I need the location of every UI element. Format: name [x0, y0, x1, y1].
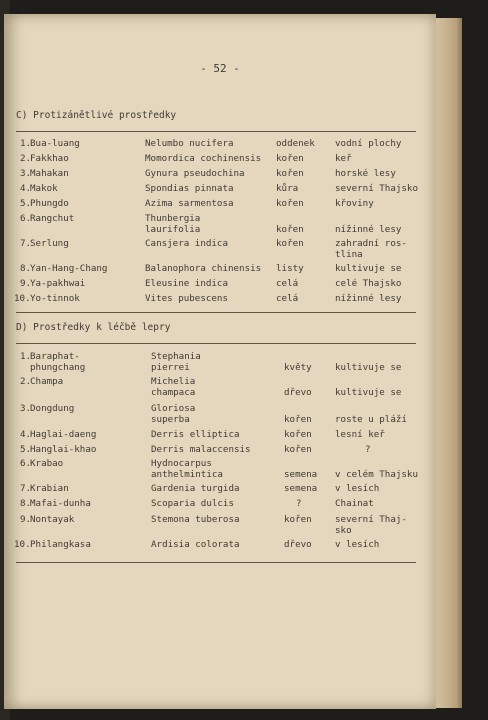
habitat: kultivuje se — [335, 263, 402, 274]
latin-name: Balanophora chinensis — [145, 263, 262, 274]
thai-name: Nontayak — [30, 514, 75, 525]
plant-part: semena — [284, 483, 318, 494]
table-rule — [16, 312, 416, 313]
section-heading: D) Prostředky k léčbě lepry — [16, 322, 171, 333]
thai-name: Ya-pakhwai — [30, 278, 86, 289]
habitat: nížinné lesy — [335, 293, 402, 304]
plant-part: kořen — [284, 414, 312, 425]
row-number: 7. — [20, 238, 32, 249]
book-page — [4, 14, 436, 709]
thai-name: Makok — [30, 183, 58, 194]
habitat: ? — [365, 444, 371, 455]
latin-name: Gynura pseudochina — [145, 168, 245, 179]
habitat: celé Thajsko — [335, 278, 402, 289]
row-number: 10. — [14, 539, 31, 550]
row-number: 6. — [20, 458, 32, 469]
latin-name: Gloriosa superba — [151, 403, 196, 425]
row-number: 1. — [20, 138, 32, 149]
habitat: severní Thaj- sko — [335, 514, 407, 536]
habitat: lesní keř — [335, 429, 385, 440]
latin-name: Stephania pierrei — [151, 351, 201, 373]
thai-name: Mafai-dunha — [30, 498, 91, 509]
latin-name: Derris elliptica — [151, 429, 240, 440]
plant-part: kořen — [276, 153, 304, 164]
row-number: 2. — [20, 376, 32, 387]
latin-name: Stemona tuberosa — [151, 514, 240, 525]
thai-name: Hanglai-khao — [30, 444, 97, 455]
row-number: 2. — [20, 153, 32, 164]
plant-part: kořen — [276, 224, 304, 235]
thai-name: Haglai-daeng — [30, 429, 97, 440]
row-number: 6. — [20, 213, 32, 224]
row-number: 9. — [20, 514, 32, 525]
page-number: - 52 - — [200, 62, 240, 75]
latin-name: Derris malaccensis — [151, 444, 251, 455]
habitat: kultivuje se — [335, 387, 402, 398]
thai-name: Dongdung — [30, 403, 75, 414]
plant-part: kořen — [276, 198, 304, 209]
thai-name: Fakkhao — [30, 153, 69, 164]
plant-part: celá — [276, 293, 299, 304]
latin-name: Michelia champaca — [151, 376, 196, 398]
row-number: 4. — [20, 429, 32, 440]
thai-name: Rangchut — [30, 213, 75, 224]
thai-name: Serlung — [30, 238, 69, 249]
thai-name: Champa — [30, 376, 64, 387]
habitat: roste u pláží — [335, 414, 407, 425]
row-number: 9. — [20, 278, 32, 289]
habitat: zahradní ros- tlina — [335, 238, 407, 260]
latin-name: Momordica cochinensis — [145, 153, 262, 164]
page-stack-edge — [432, 18, 462, 708]
thai-name: Mahakan — [30, 168, 69, 179]
plant-part: oddenek — [276, 138, 315, 149]
habitat: keř — [335, 153, 352, 164]
row-number: 8. — [20, 498, 32, 509]
row-number: 4. — [20, 183, 32, 194]
latin-name: Cansjera indica — [145, 238, 228, 249]
section-heading: C) Protizánětlivé prostředky — [16, 110, 177, 121]
latin-name: Eleusine indica — [145, 278, 228, 289]
row-number: 3. — [20, 168, 32, 179]
table-rule — [16, 343, 416, 344]
thai-name: Phungdo — [30, 198, 69, 209]
row-number: 5. — [20, 198, 32, 209]
habitat: v celém Thajsku — [335, 469, 418, 480]
habitat: nížinné lesy — [335, 224, 402, 235]
thai-name: Philangkasa — [30, 539, 91, 550]
row-number: 8. — [20, 263, 32, 274]
plant-part: celá — [276, 278, 299, 289]
latin-name: Hydnocarpus anthelmintica — [151, 458, 223, 480]
latin-name: Thunbergia laurifolia — [145, 213, 201, 235]
plant-part: ? — [296, 498, 302, 509]
plant-part: dřevo — [284, 539, 312, 550]
habitat: křoviny — [335, 198, 374, 209]
plant-part: květy — [284, 362, 312, 373]
row-number: 3. — [20, 403, 32, 414]
latin-name: Vites pubescens — [145, 293, 228, 304]
plant-part: kořen — [284, 429, 312, 440]
thai-name: Yo-tinnok — [30, 293, 80, 304]
row-number: 10. — [14, 293, 31, 304]
plant-part: kořen — [276, 238, 304, 249]
latin-name: Scoparia dulcis — [151, 498, 234, 509]
thai-name: Krabian — [30, 483, 69, 494]
plant-part: kořen — [276, 168, 304, 179]
habitat: v lesích — [335, 483, 380, 494]
table-rule — [16, 131, 416, 132]
plant-part: semena — [284, 469, 318, 480]
thai-name: Krabao — [30, 458, 64, 469]
row-number: 7. — [20, 483, 32, 494]
plant-part: kořen — [284, 444, 312, 455]
habitat: vodní plochy — [335, 138, 402, 149]
latin-name: Spondias pinnata — [145, 183, 234, 194]
latin-name: Nelumbo nucifera — [145, 138, 234, 149]
habitat: kultivuje se — [335, 362, 402, 373]
latin-name: Ardisia colorata — [151, 539, 240, 550]
row-number: 1. — [20, 351, 32, 362]
habitat: v lesích — [335, 539, 380, 550]
plant-part: kořen — [284, 514, 312, 525]
table-rule — [16, 562, 416, 563]
row-number: 5. — [20, 444, 32, 455]
plant-part: listy — [276, 263, 304, 274]
habitat: severní Thajsko — [335, 183, 418, 194]
latin-name: Azima sarmentosa — [145, 198, 234, 209]
plant-part: dřevo — [284, 387, 312, 398]
habitat: horské lesy — [335, 168, 396, 179]
thai-name: Bua-luang — [30, 138, 80, 149]
latin-name: Gardenia turgida — [151, 483, 240, 494]
plant-part: kůra — [276, 183, 299, 194]
thai-name: Baraphat- phungchang — [30, 351, 86, 373]
habitat: Chainat — [335, 498, 374, 509]
thai-name: Yan-Hang-Chang — [30, 263, 108, 274]
